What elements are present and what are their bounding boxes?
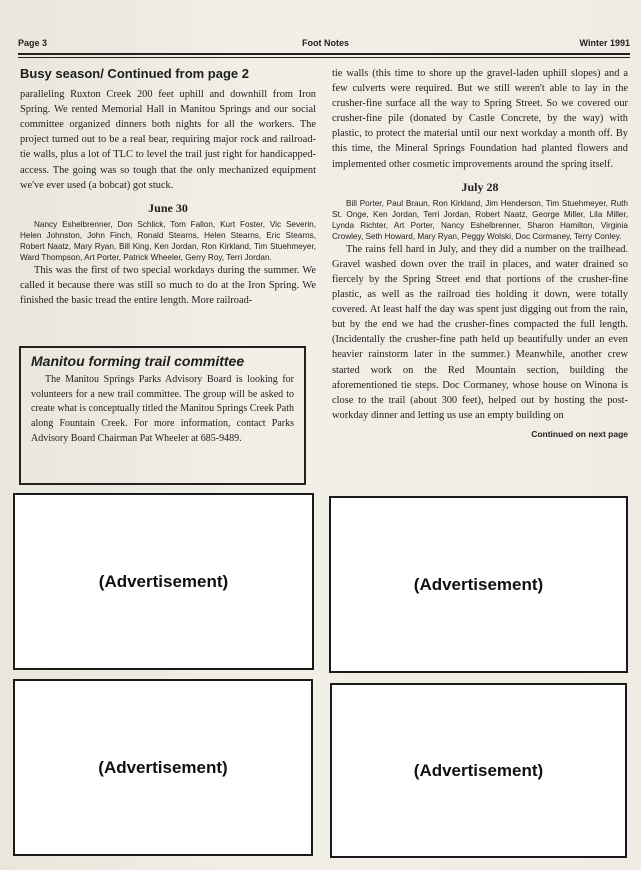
- advertisement-label: (Advertisement): [98, 571, 229, 591]
- date-heading-june-30: June 30: [148, 200, 188, 215]
- trail-committee-sidebar: [19, 346, 306, 485]
- page-header: [18, 38, 630, 52]
- advertisement-box: [13, 679, 313, 856]
- volunteer-names-june-30: Nancy Eshelbrenner, Don Schlick, Tom Fallon, Kurt Foster, Vic Severin, Helen Johnston, John Finch, Ronald Stearns, Helen Stearns, Eric Stearns, Robert Naatz, Mary Ryan, Bill King, Ken Jordan, Ron Kirkland, Tim Stuehmeyer, Ward Thompson, Art Porter, Patrick Wheeler, Gerry Roy, Terri Jordan.: [20, 219, 316, 262]
- advertisement-label: (Advertisement): [413, 574, 544, 594]
- article-title: Busy season/ Continued from page 2: [20, 66, 249, 81]
- right-column: [332, 66, 628, 442]
- advertisement-label: (Advertisement): [413, 760, 544, 780]
- advertisement-label: (Advertisement): [98, 757, 228, 777]
- date-heading-july-28: July 28: [461, 179, 499, 194]
- right-intro-text: tie walls (this time to shore up the gravel-laden uphill slopes) and a few culverts were required. But we still weren't able to lay in the crusher-fine surface all the way to Spring Street. So we covered our crusher-fine pile (donated by Castle Concrete, by the way) with plastic, to protect the material until our next workday a month off. By this time, the Mineral Springs Foundation had planted flowers and implemented other cosmetic improvements around the spring itself.: [332, 68, 628, 170]
- advertisement-box: [329, 496, 628, 673]
- sidebar-text: The Manitou Springs Parks Advisory Board is looking for volunteers for a new trail committee. The group will be asked to create what is conceptually titled the Manitou Springs Creek Path along Fountain Creek. For more information, contact Parks Advisory Board Chairman Pat Wheeler at 685-9489.: [31, 373, 294, 444]
- header-rule-thin: [18, 57, 630, 58]
- june-30-text: This was the first of two special workdays during the summer. We called it because there was still so much to do at the Iron Spring. We finished the basic tread the entire length. More railroad-: [20, 264, 316, 307]
- july-28-text: The rains fell hard in July, and they did a number on the trailhead. Gravel washed down over the trail in places, and water drained so fiercely by the Spring Street end that portions of the crusher-fine plastic, as well as the railroad ties holding it down, were totally covered. At least half the day was spent just digging out from the rain, but by the end we had the crusher-fines compacted the full length. (Incidentally the crusher-fine path held up beautifully under an even heavier rainstorm later in the summer.) Meanwhile, another crew started work on the Red Mountain section, building the aforementioned tie steps. Doc Cormaney, whose house on Winona is close to the trail (about 300 feet), helped out by hosting the post-workday dinner and letting us use an empty building on: [332, 243, 628, 421]
- header-rule: [18, 53, 630, 55]
- issue-date: Winter 1991: [579, 38, 630, 48]
- publication-name: Foot Notes: [302, 38, 349, 48]
- continued-note: Continued on next page: [531, 428, 628, 439]
- sidebar-title: Manitou forming trail committee: [31, 353, 245, 369]
- article-intro: paralleling Ruxton Creek 200 feet uphill and downhill from Iron Spring. We rented Memorial Hall in Manitou Springs and our social committee organized dinners both nights for all the workers. The project turned out to be a real bear, requiring major rock and railroad-tie walls, plus a lot of TLC to level the trail just right for handicapped-access. The going was so tough that the only mechanized equipment we've ever used (a bobcat) got stuck.: [20, 89, 316, 191]
- volunteer-names-july-28: Bill Porter, Paul Braun, Ron Kirkland, Jim Henderson, Tim Stuehmeyer, Ruth St. Onge, Ken Jordan, Terri Jordan, Robert Naatz, George Miller, Lila Miller, Lynda Richter, Art Porter, Nancy Eshelbrenner, Sharon Hamilton, Virginia Crowley, Seth Howard, Mary Ryan, Peggy Wolski, Doc Cormaney, Terry Conley.: [332, 198, 628, 241]
- advertisement-box: [330, 683, 627, 858]
- page-number: Page 3: [18, 38, 48, 48]
- advertisement-box: [13, 493, 314, 670]
- left-column: [20, 66, 316, 308]
